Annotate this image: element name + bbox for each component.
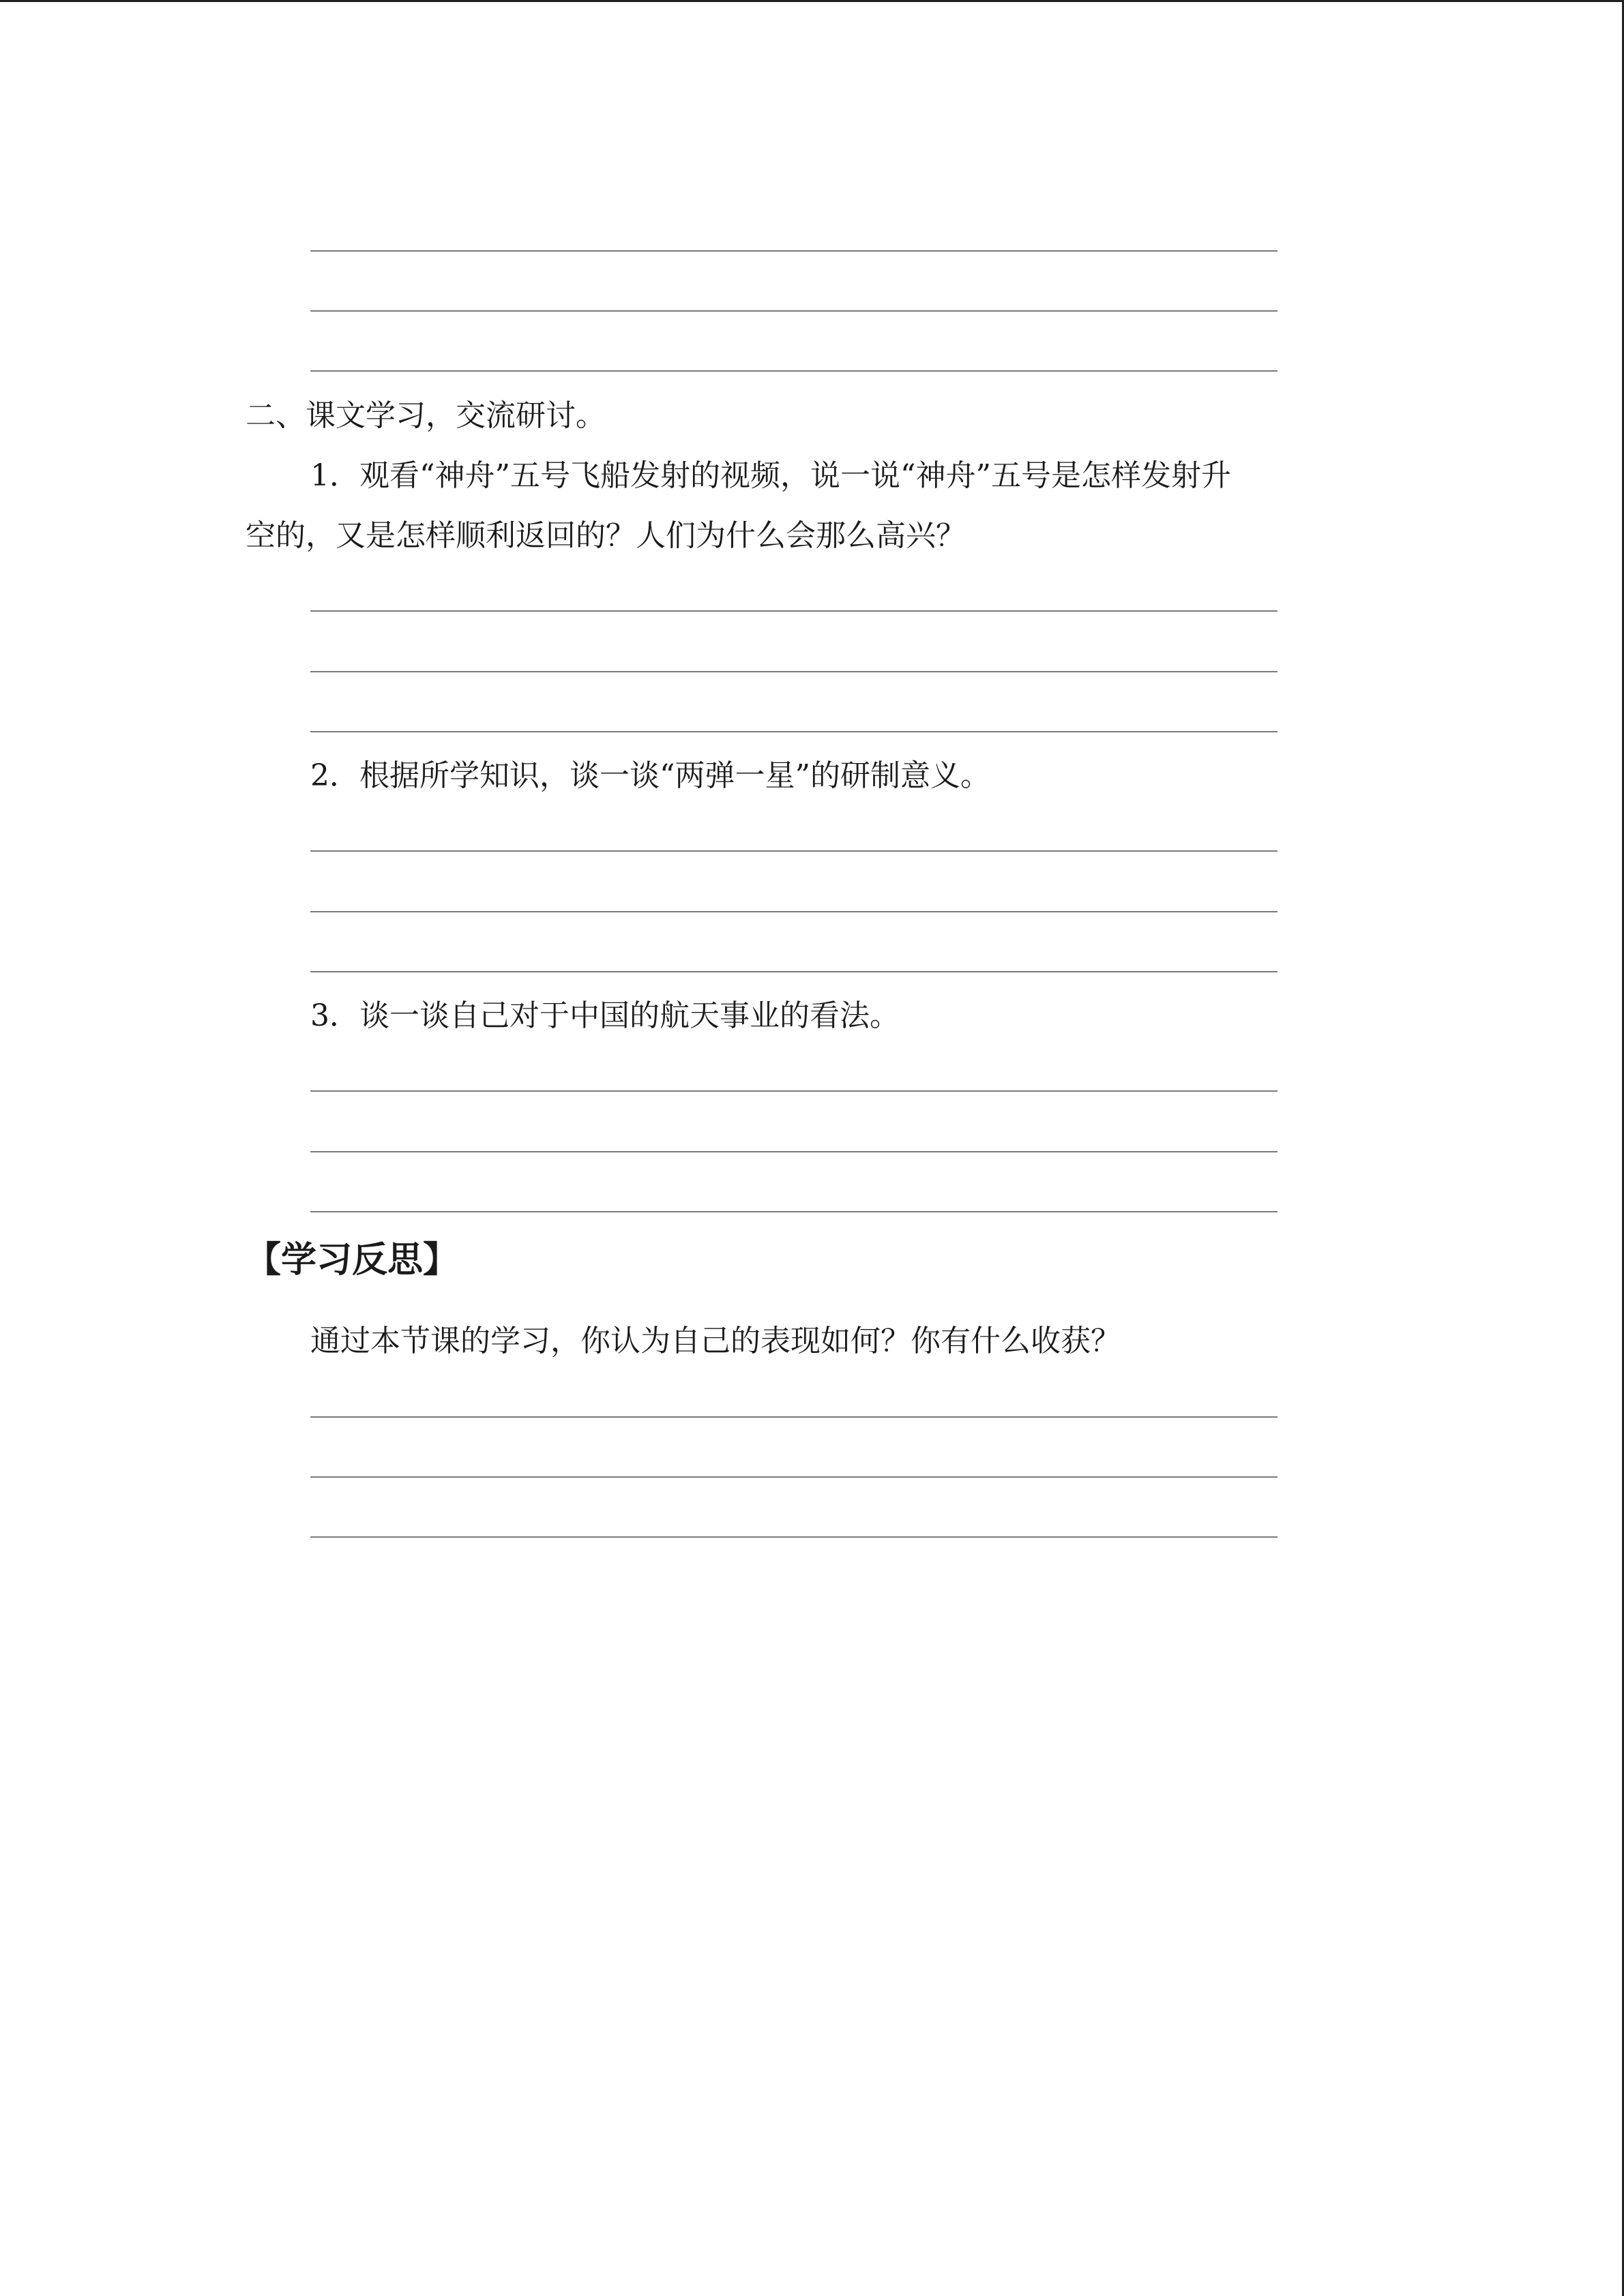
question-2: 2．根据所学知识，谈一谈“两弹一星”的研制意义。 <box>310 758 990 793</box>
page-border-top <box>0 0 1624 2</box>
answer-line-reflection[interactable] <box>310 1476 1278 1478</box>
question-1-line-2: 空的，又是怎样顺利返回的？人们为什么会那么高兴？ <box>246 518 966 553</box>
answer-line[interactable] <box>310 250 1278 252</box>
question-3: 3．谈一谈自己对于中国的航天事业的看法。 <box>310 998 900 1033</box>
answer-line[interactable] <box>310 310 1278 312</box>
answer-line-q1[interactable] <box>310 731 1278 732</box>
reflection-heading: 【学习反思】 <box>246 1240 459 1281</box>
answer-line-q3[interactable] <box>310 1151 1278 1152</box>
answer-line-q1[interactable] <box>310 671 1278 672</box>
answer-line-q3[interactable] <box>310 1090 1278 1092</box>
answer-line-reflection[interactable] <box>310 1536 1278 1538</box>
answer-line-q2[interactable] <box>310 971 1278 972</box>
answer-line-reflection[interactable] <box>310 1416 1278 1418</box>
question-1-line-1: 1．观看“神舟”五号飞船发射的视频，说一说“神舟”五号是怎样发射升 <box>310 458 1231 493</box>
answer-line-q3[interactable] <box>310 1211 1278 1212</box>
reflection-prompt: 通过本节课的学习，你认为自己的表现如何？你有什么收获？ <box>310 1324 1121 1358</box>
answer-line-q2[interactable] <box>310 911 1278 912</box>
answer-line[interactable] <box>310 370 1278 372</box>
answer-line-q2[interactable] <box>310 850 1278 852</box>
answer-line-q1[interactable] <box>310 610 1278 612</box>
section-two-title: 二、课文学习，交流研讨。 <box>246 398 606 433</box>
